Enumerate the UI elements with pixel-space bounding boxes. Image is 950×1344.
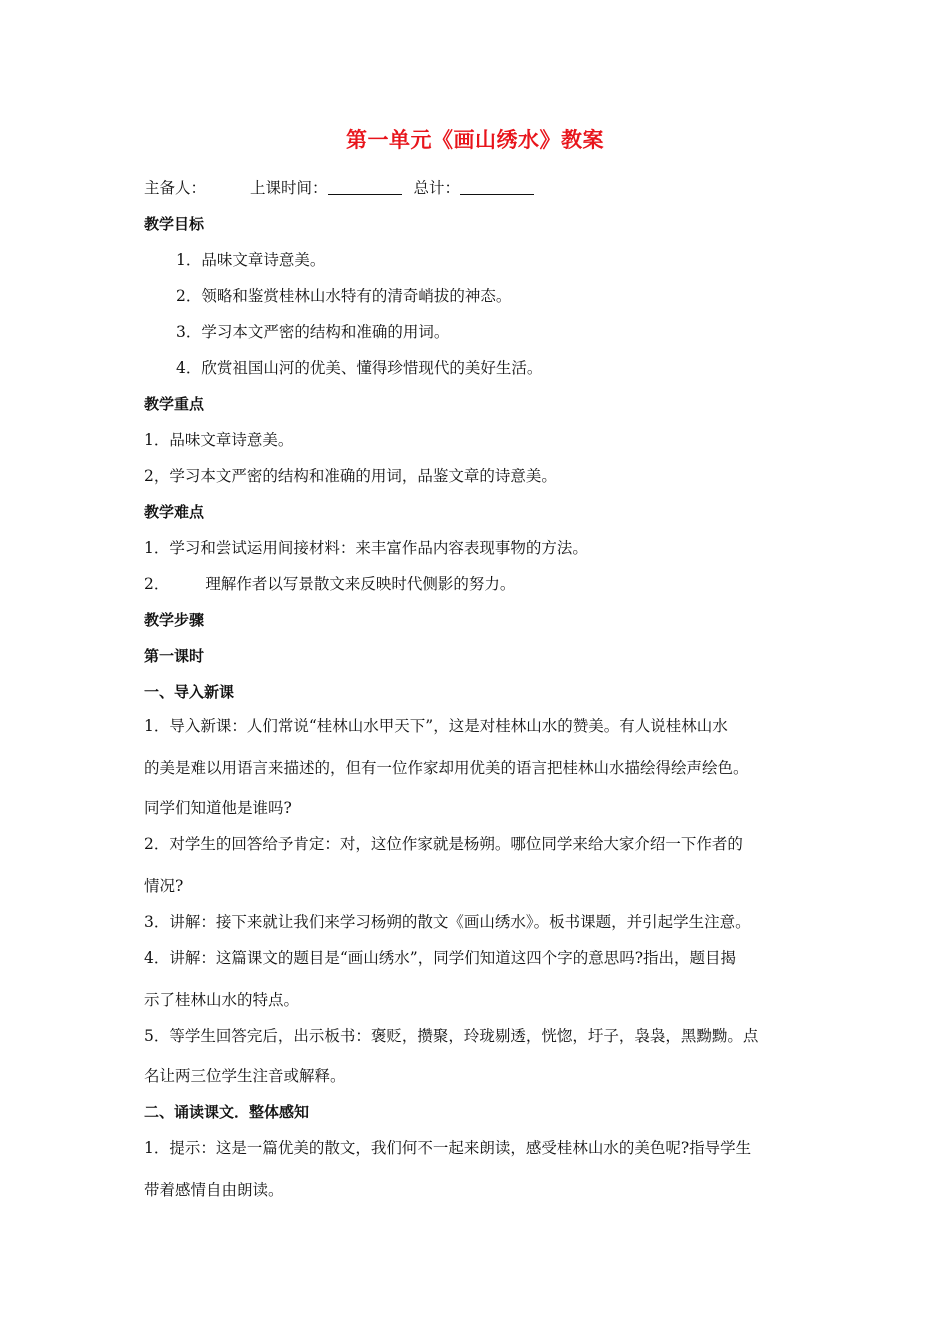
part1-heading: 一、导入新课 xyxy=(144,683,235,701)
difficulties-heading: 教学难点 xyxy=(144,503,205,521)
difficulty-item xyxy=(144,574,515,594)
key-points-heading: 教学重点 xyxy=(144,395,205,413)
meta-line xyxy=(144,178,534,198)
key-point-item: 2，学习本文严密的结构和准确的用词，品鉴文章的诗意美。 xyxy=(144,467,557,485)
paragraph-line: 1．提示：这是一篇优美的散文，我们何不一起来朗读，感受桂林山水的美色呢?指导学生 xyxy=(144,1139,752,1157)
document-title: 第一单元《画山绣水》教案 xyxy=(346,128,604,152)
time-blank xyxy=(328,180,402,195)
paragraph-line: 同学们知道他是谁吗? xyxy=(144,799,292,817)
total-label: 总计： xyxy=(413,179,461,197)
objective-item: 1．品味文章诗意美。 xyxy=(176,251,326,269)
paragraph-line: 名让两三位学生注音或解释。 xyxy=(144,1067,346,1085)
paragraph-line: 3．讲解：接下来就让我们来学习杨朔的散文《画山绣水》。板书课题，并引起学生注意。 xyxy=(144,913,751,931)
lesson-heading: 第一课时 xyxy=(144,647,205,665)
part2-heading: 二、诵读课文．整体感知 xyxy=(144,1103,310,1121)
total-blank xyxy=(460,180,534,195)
paragraph-line: 4．讲解：这篇课文的题目是“画山绣水”，同学们知道这四个字的意思吗?指出，题目揭 xyxy=(144,949,737,967)
difficulty-item: 1．学习和尝试运用间接材料：来丰富作品内容表现事物的方法。 xyxy=(144,539,588,557)
preparer-label: 主备人： xyxy=(144,179,207,197)
objective-item: 3．学习本文严密的结构和准确的用词。 xyxy=(176,323,450,341)
paragraph-line: 的美是难以用语言来描述的，但有一位作家却用优美的语言把桂林山水描绘得绘声绘色。 xyxy=(144,759,749,777)
paragraph-line: 5．等学生回答完后，出示板书：褒贬，攒聚，玲珑剔透，恍惚，圩子，袅袅，黑黝黝。点 xyxy=(144,1027,759,1045)
paragraph-line: 1．导入新课：人们常说“桂林山水甲天下”，这是对桂林山水的赞美。有人说桂林山水 xyxy=(144,717,728,735)
objectives-heading: 教学目标 xyxy=(144,215,205,233)
difficulty-number: 2． xyxy=(144,575,170,593)
objective-item: 4．欣赏祖国山河的优美、懂得珍惜现代的美好生活。 xyxy=(176,359,543,377)
paragraph-line: 示了桂林山水的特点。 xyxy=(144,991,300,1009)
objective-item: 2．领略和鉴赏桂林山水特有的清奇峭拔的神态。 xyxy=(176,287,512,305)
time-label: 上课时间： xyxy=(250,179,328,197)
paragraph-line: 带着感情自由朗读。 xyxy=(144,1181,284,1199)
steps-heading: 教学步骤 xyxy=(144,611,205,629)
paragraph-line: 情况? xyxy=(144,877,184,895)
paragraph-line: 2．对学生的回答给予肯定：对，这位作家就是杨朔。哪位同学来给大家介绍一下作者的 xyxy=(144,835,743,853)
key-point-item: 1．品味文章诗意美。 xyxy=(144,431,294,449)
difficulty-text: 理解作者以写景散文来反映时代侧影的努力。 xyxy=(205,575,516,593)
